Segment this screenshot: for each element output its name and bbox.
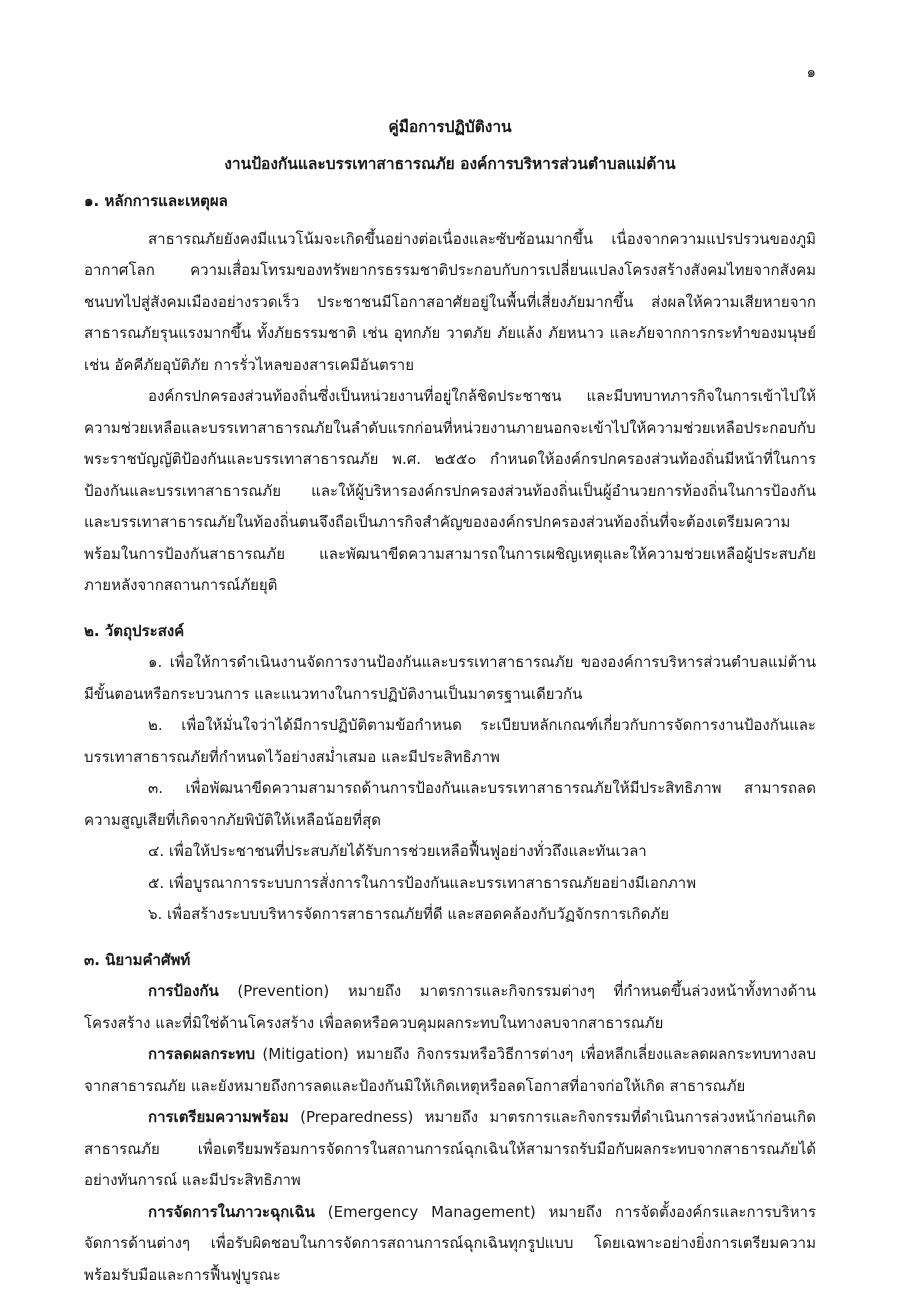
definition-text: (Mitigation) หมายถึง กิจกรรมหรือวิธีการต่างๆ เพื่อหลีกเลี่ยงและลดผลกระทบทางลบจากสาธารณภัย และยังหมายถึงการลดและป้องกันมิให้เกิดเหตุหรือลดโอกาสที่อาจก่อให้เกิด สาธารณภัย [84,1045,816,1095]
document-subtitle: งานป้องกันและบรรเทาสาธารณภัย องค์การบริหารส่วนตำบลแม่ต้าน [84,149,816,181]
definition-text: (Preparedness) หมายถึง มาตรการและกิจกรรมที่ดำเนินการล่วงหน้าก่อนเกิดสาธารณภัย เพื่อเตรียมพร้อมการจัดการในสถานการณ์ฉุกเฉินให้สามารถรับมือกับผลกระทบจากสาธารณภัยได้อย่างทันการณ์ และมีประสิทธิภาพ [84,1108,816,1189]
definition-text: (Prevention) หมายถึง มาตรการและกิจกรรมต่างๆ ที่กำหนดขึ้นล่วงหน้าทั้งทางด้านโครงสร้าง และที่มิใช่ด้านโครงสร้าง เพื่อลดหรือควบคุมผลกระทบในทางลบจากสาธารณภัย [84,982,816,1032]
objective-item-3: ๓. เพื่อพัฒนาขีดความสามารถด้านการป้องกันและบรรเทาสาธารณภัยให้มีประสิทธิภาพ สามารถลดความสูญเสียที่เกิดจากภัยพิบัติให้เหลือน้อยที่สุด [84,773,816,836]
definition-text: (Emergency Management) หมายถึง การจัดตั้งองค์กรและการบริหารจัดการด้านต่างๆ เพื่อรับผิดชอบในการจัดการสถานการณ์ฉุกเฉินทุกรูปแบบ โดยเฉพาะอย่างยิ่งการเตรียมความพร้อมรับมือและการฟื้นฟูบูรณะ [84,1203,816,1284]
objective-item-4: ๔. เพื่อให้ประชาชนที่ประสบภัยได้รับการช่วยเหลือฟื้นฟูอย่างทั่วถึงและทันเวลา [84,836,816,868]
objective-item-6: ๖. เพื่อสร้างระบบบริหารจัดการสาธารณภัยที่ดี และสอดคล้องกับวัฏจักรการเกิดภัย [84,899,816,931]
objective-item-5: ๕. เพื่อบูรณาการระบบการสั่งการในการป้องกันและบรรเทาสาธารณภัยอย่างมีเอกภาพ [84,868,816,900]
document-title: คู่มือการปฏิบัติงาน [84,112,816,144]
definition-emergency-management [84,1197,816,1291]
principles-paragraph-2: องค์กรปกครองส่วนท้องถิ่นซึ่งเป็นหน่วยงานที่อยู่ใกล้ชิดประชาชน และมีบทบาทภารกิจในการเข้าไปให้ความช่วยเหลือและบรรเทาสาธารณภัยในลำดับแรกก่อนที่หน่วยงานภายนอกจะเข้าไปให้ความช่วยเหลือประกอบกับพระราชบัญญัติป้องกันและบรรเทาสาธารณภัย พ.ศ. ๒๕๕๐ กำหนดให้องค์กรปกครองส่วนท้องถิ่นมีหน้าที่ในการป้องกันและบรรเทาสาธารณภัย และให้ผู้บริหารองค์กรปกครองส่วนท้องถิ่นเป็นผู้อำนวยการท้องถิ่นในการป้องกันและบรรเทาสาธารณภัยในท้องถิ่นตนจึงถือเป็นภารกิจสำคัญขององค์กรปกครองส่วนท้องถิ่นที่จะต้องเตรียมความพร้อมในการป้องกันสาธารณภัย และพัฒนาขีดความสามารถในการเผชิญเหตุและให้ความช่วยเหลือผู้ประสบภัย ภายหลังจากสถานการณ์ภัยยุติ [84,381,816,602]
section-definitions [84,945,816,1291]
section-objectives [84,616,816,931]
objective-item-2: ๒. เพื่อให้มั่นใจว่าได้มีการปฏิบัติตามข้อกำหนด ระเบียบหลักเกณฑ์เกี่ยวกับการจัดการงานป้องกันและบรรเทาสาธารณภัยที่กำหนดไว้อย่างสม่ำเสมอ และมีประสิทธิภาพ [84,710,816,773]
document-body [84,112,816,1291]
definition-term: การลดผลกระทบ [148,1045,255,1063]
definition-term: การป้องกัน [148,982,219,1000]
definition-term: การเตรียมความพร้อม [148,1108,289,1126]
principles-paragraph-1: สาธารณภัยยังคงมีแนวโน้มจะเกิดขึ้นอย่างต่อเนื่องและซับซ้อนมากขึ้น เนื่องจากความแปรปรวนของภูมิอากาศโลก ความเสื่อมโทรมของทรัพยากรธรรมชาติประกอบกับการเปลี่ยนแปลงโครงสร้างสังคมไทยจากสังคมชนบทไปสู่สังคมเมืองอย่างรวดเร็ว ประชาชนมีโอกาสอาศัยอยู่ในพื้นที่เสี่ยงภัยมากขึ้น ส่งผลให้ความเสียหายจากสาธารณภัยรุนแรงมากขึ้น ทั้งภัยธรรมชาติ เช่น อุทกภัย วาตภัย ภัยแล้ง ภัยหนาว และภัยจากการกระทำของมนุษย์ เช่น อัคคีภัยอุบัติภัย การรั่วไหลของสารเคมีอันตราย [84,224,816,382]
section-heading-objectives: ๒. วัตถุประสงค์ [84,616,816,648]
definition-mitigation [84,1039,816,1102]
section-heading-definitions: ๓. นิยามคำศัพท์ [84,945,816,977]
objective-item-1: ๑. เพื่อให้การดำเนินงานจัดการงานป้องกันและบรรเทาสาธารณภัย ขององค์การบริหารส่วนตำบลแม่ต้านมีขั้นตอนหรือกระบวนการ และแนวทางในการปฏิบัติงานเป็นมาตรฐานเดียวกัน [84,647,816,710]
definition-preparedness [84,1102,816,1197]
definition-term: การจัดการในภาวะฉุกเฉิน [148,1203,315,1221]
section-principles [84,186,816,602]
definition-prevention [84,976,816,1039]
section-heading-principles: ๑. หลักการและเหตุผล [84,186,816,218]
page-number: ๑ [806,60,816,84]
